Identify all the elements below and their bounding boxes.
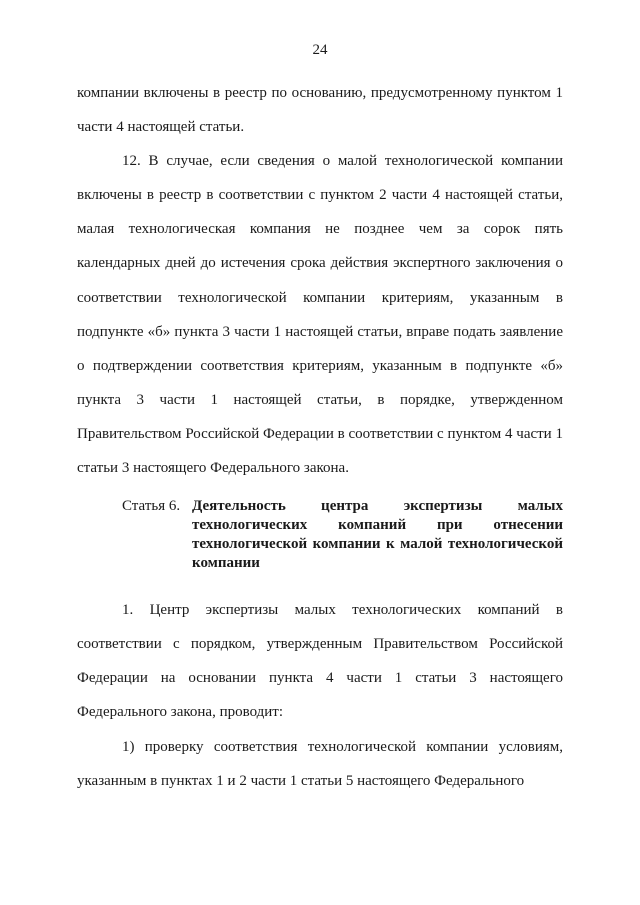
page-number: 24	[312, 42, 328, 58]
paragraph-subitem-1: 1) проверку соответствия технологической компании условиям, указанным в пунктах 1 и 2 части 1 статьи 5 настоящего Федерального	[77, 738, 563, 789]
paragraph-continuation: компании включены в реестр по основанию, предусмотренному пунктом 1 части 4 настоящей статьи.	[77, 85, 563, 136]
document-body	[77, 76, 563, 798]
article-label: Статья 6.	[122, 498, 181, 515]
article-heading	[77, 497, 563, 573]
paragraph-item-12: 12. В случае, если сведения о малой технологической компании включены в реестр в соответствии с пунктом 2 части 4 настоящей статьи, малая технологическая компания не позднее чем за сорок пять календарных дней до истечения срока действия экспертного заключения о соответствии технологической компании критериям, указанным в подпункте «б» пункта 3 части 1 настоящей статьи, вправе подать заявление о подтверждении соответствия критериям, указанным в подпункте «б» пункта 3 части 1 настоящей статьи, в порядке, утвержденном Правительством Российской Федерации в соответствии с пунктом 4 части 1 статьи 3 настоящего Федерального закона.	[77, 153, 563, 477]
article-title: Деятельность центра экспертизы малых технологических компаний при отнесении технологической компании к малой технологической компании	[192, 498, 563, 572]
paragraph-item-1: 1. Центр экспертизы малых технологических компаний в соответствии с порядком, утвержденным Правительством Российской Федерации на основании пункта 4 части 1 статьи 3 настоящего Федерального закона, проводит:	[77, 602, 563, 721]
